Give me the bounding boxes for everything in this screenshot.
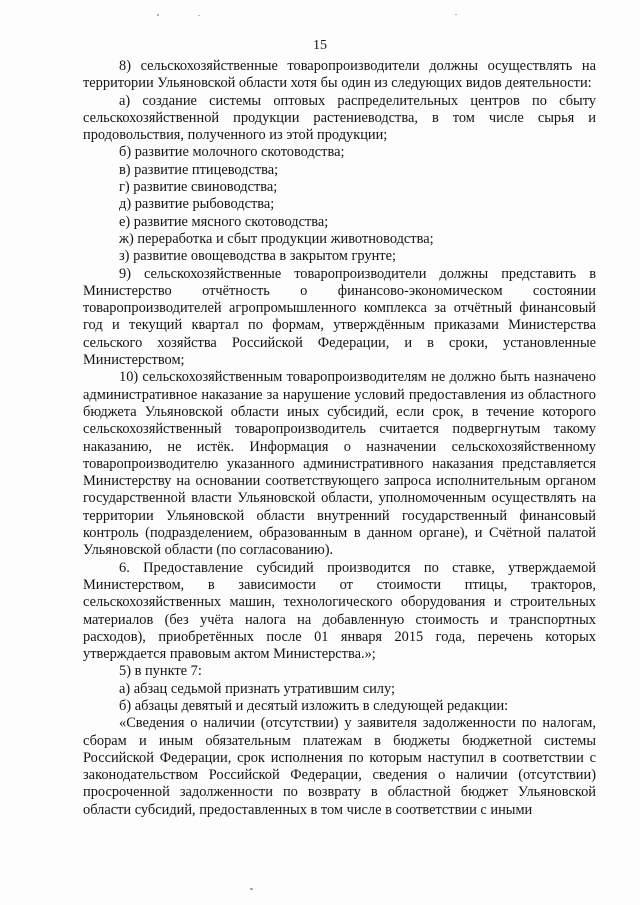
paragraph-sub-e: е) развитие мясного скотоводства; [119, 213, 329, 230]
paragraph-sub-v: в) развитие птицеводства; [119, 161, 279, 178]
document-body [83, 58, 596, 819]
paragraph-sub-d: д) развитие рыбоводства; [119, 196, 275, 213]
paragraph-item-10: 10) сельскохозяйственным товаропроизводителям не должно быть назначено административное наказание за нарушение условий предоставления из областного бюджета Ульяновской области иных субсидий, если срок, в течение которого сельскохозяйственный товаропроизводитель считается подвергнутым такому наказанию, не истёк. Информация о назначении сельскохозяйственному товаропроизводителю указанного административного наказания представляется Министерству на основании соответствующего запроса исполнительным органом государственной власти Ульяновской области, уполномоченным осуществлять на территории Ульяновской области внутренний государственный финансовый контроль (подразделением, образованным в данном органе), и Счётной палатой Ульяновской области (по согласованию). [83, 369, 596, 559]
scan-speck [157, 14, 159, 16]
paragraph-sub-b: б) развитие молочного скотоводства; [119, 144, 345, 161]
paragraph-quote: «Сведения о наличии (отсутствии) у заявителя задолженности по налогам, сборам и иным обязательным платежам в бюджеты бюджетной системы Российской Федерации, срок исполнения по которым наступил в соответствии с законодательством Российской Федерации, сведения о наличии (отсутствии) просроченной задолженности по возврату в областной бюджет Ульяновской области субсидий, предоставленных в том числе в соответствии с иными [83, 715, 596, 818]
paragraph-sub-a: а) создание системы оптовых распределительных центров по сбыту сельскохозяйственной продукции растениеводства, в том числе сырья и продовольствия, полученного из этой продукции; [83, 92, 596, 144]
paragraph-sub-zh: ж) переработка и сбыт продукции животноводства; [119, 230, 434, 247]
paragraph-point-6: 6. Предоставление субсидий производится по ставке, утверждаемой Министерством, в зависимости от стоимости птицы, тракторов, сельскохозяйственных машин, технологического оборудования и строительных материалов (без учёта налога на добавленную стоимость и транспортных расходов), приобретённых после 01 января 2015 года, перечень которых утверждается правовым актом Министерства.»; [83, 559, 596, 663]
scan-speck [250, 888, 253, 890]
scan-speck [198, 15, 200, 16]
scan-speck [455, 14, 457, 15]
paragraph-item-8: 8) сельскохозяйственные товаропроизводители должны осуществлять на территории Ульяновской области хотя бы один из следующих видов деятельности: [83, 58, 596, 92]
paragraph-sub-g: г) развитие свиноводства; [119, 179, 278, 196]
paragraph-sub-z: з) развитие овощеводства в закрытом грунте; [119, 248, 396, 265]
paragraph-item-5: 5) в пункте 7: [119, 663, 202, 680]
paragraph-amend-a: а) абзац седьмой признать утратившим силу; [119, 680, 395, 697]
page-number: 15 [313, 38, 327, 53]
paragraph-amend-b: б) абзацы девятый и десятый изложить в следующей редакции: [119, 697, 509, 714]
paragraph-item-9: 9) сельскохозяйственные товаропроизводители должны представить в Министерство отчётность о финансово-экономическом состоянии товаропроизводителей агропромышленного комплекса за отчётный финансовый год и текущий квартал по формам, утверждённым приказами Министерства сельского хозяйства Российской Федерации, и в сроки, установленные Министерством; [83, 265, 596, 369]
